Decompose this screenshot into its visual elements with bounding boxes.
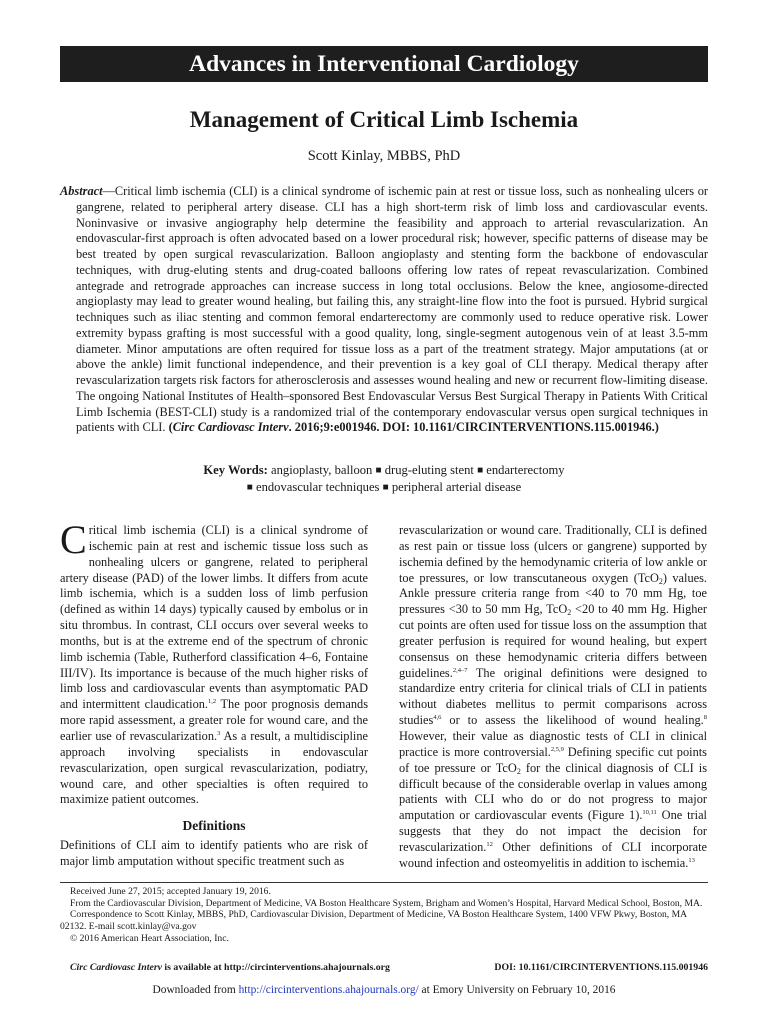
abstract xyxy=(60,184,708,436)
copyright: © 2016 American Heart Association, Inc. xyxy=(70,932,229,944)
definitions-paragraph: Definitions of CLI aim to identify patients who are risk of major limb amputation without specific treatment such as xyxy=(60,838,368,869)
article-author: Scott Kinlay, MBBS, PhD xyxy=(307,148,461,164)
affiliation: From the Cardiovascular Division, Department of Medicine, VA Boston Healthcare System, Brigham and Women’s Hospital, Harvard Medical School, Boston, MA. xyxy=(70,897,703,909)
square-bullet-icon: ■ xyxy=(246,482,253,493)
key-words-label: Key Words: xyxy=(203,463,268,477)
keyword: endovascular techniques xyxy=(256,480,380,494)
journal-section-banner: Advances in Interventional Cardiology xyxy=(60,46,708,82)
intro-paragraph: Critical limb ischemia (CLI) is a clinical syndrome of ischemic pain at rest and ischemic tissue loss such as nonhealing ulcers or gangrene, related to peripheral artery disease (PAD) of the lower limbs. It differs from acute limb ischemia, which is a sudden loss of limb perfusion (defined as within 14 days) typically caused by embolus or in situ thrombus. In contrast, CLI occurs over several weeks to months, but is at the extreme end of the spectrum of chronic limb ischemia (Table, Rutherford classification 4–6, Fontaine III/IV). Its importance is because of the much higher risks of limb loss and cardiovascular events than asymptomatic PAD and intermittent claudication.$^{1,2}$ The poor prognosis demands more rapid assessment, a greater role for wound care, and the earlier use of revascularization.$^3$ As a result, a multidiscipline approach involving specialists in endovascular revascularization, open surgical revascularization, podiatry, wound care, and other specialties is often required to maximize patient outcomes. xyxy=(60,517,368,807)
download-notice: Downloaded from http://circinterventions.ahajournals.org/ at Emory University on February 10, 2016 xyxy=(152,984,616,996)
section-heading-definitions: Definitions xyxy=(182,818,246,834)
journal-availability: Circ Cardiovasc Interv is available at http://circinterventions.ahajournals.org xyxy=(70,962,390,973)
footer-doi: DOI: 10.1161/CIRCINTERVENTIONS.115.001946 xyxy=(494,962,708,973)
footnote-divider xyxy=(60,882,708,883)
abstract-text: —Critical limb ischemia (CLI) is a clinical syndrome of ischemic pain at rest or tissue loss, such as nonhealing ulcers or gangrene, related to peripheral artery disease. CLI has a high short-term risk of limb loss and cardiovascular events. Noninvasive or invasive angiography help determine the feasibility and approach to arterial revascularization. An endovascular-first approach is often advocated based on a lower procedural risk; however, specific patterns of disease may be best treated by open surgical revascularization. Balloon angioplasty and stenting form the backbone of endovascular techniques, with drug-eluting stents and drug-coated balloons offering low rates of repeat revascularization. Combined antegrade and retrograde approaches can increase success in long total occlusions. Below the knee, angiosome-directed angioplasty may lead to greater wound healing, but failing this, any straight-line flow into the foot is pursued. Hybrid surgical techniques such as iliac stenting and common femoral endarterectomy are commonly used to reduce operative risk. Lower extremity bypass grafting is most successful with a good quality, long, single-segment autogenous vein of at least 3.5-mm diameter. Minor amputations are often required for tissue loss as a part of the treatment strategy. Major amputations (at or above the ankle) limit functional independence, and their prevention is a key goal of CLI therapy. Medical therapy after revascularization targets risk factors for atherosclerosis and assesses wound healing and new or recurrent flow-limiting disease. The ongoing National Institutes of Health–sponsored Best Endovascular Versus Best Surgical Therapy in Patients With Critical Limb Ischemia (BEST-CLI) study is a randomized trial of the contemporary endovascular versus open surgical techniques in patients with CLI. xyxy=(76,184,708,435)
download-link[interactable]: http://circinterventions.ahajournals.org/ xyxy=(238,984,419,996)
square-bullet-icon: ■ xyxy=(382,482,389,493)
abstract-label: Abstract xyxy=(60,184,103,198)
body-column-right xyxy=(399,523,707,872)
body-column-left xyxy=(60,517,368,870)
keyword: angioplasty, balloon xyxy=(271,463,373,477)
correspondence: Correspondence to Scott Kinlay, MBBS, PhD, Cardiovascular Division, Department of Medicine, VA Boston Healthcare System, 1400 VFW Pkwy, Boston, MA 02132. E-mail scott.kinlay@va.gov xyxy=(60,909,687,933)
abstract-citation: (Circ Cardiovasc Interv. 2016;9:e001946. DOI: 10.1161/CIRCINTERVENTIONS.115.001946.) xyxy=(168,420,659,435)
received-date: Received June 27, 2015; accepted January 19, 2016. xyxy=(70,886,271,897)
definitions-paragraph-continued: revascularization or wound care. Traditionally, CLI is defined as rest pain or tissue loss (ulcers or gangrene) supported by ischemia defined by the hemodynamic criteria of low ankle or toe pressures, or low transcutaneous oxygen (TcO$_2$) values. Ankle pressure criteria range from <40 to 70 mm Hg, toe pressures <30 to 50 mm Hg, TcO$_2$ <20 to 40 mm Hg. Higher cut points are often used for tissue loss on the assumption that greater perfusion is required for wound healing, but expert consensus on these hemodynamic criteria differs between guidelines.$^{2,4-7}$ The original definitions were designed to standardize entry criteria for clinical trials of CLI in patients without diabetes mellitus to permit comparisons across studies$^{4,6}$ or to assess the likelihood of wound healing.$^8$ However, their value as diagnostic tests of CLI in clinical practice is more controversial.$^{2,5,9}$ Defining specific cut points of toe pressure or TcO$_2$ for the clinical diagnosis of CLI is difficult because of the considerable overlap in values among patients with CLI who do or do not progress to major amputation or cardiovascular events (Figure 1).$^{10,11}$ One trial suggests that they do not impact the decision for revascularization.$^{12}$ Other definitions of CLI incorporate wound infection and osteomyelitis in addition to ischemia.$^{13}$ xyxy=(399,523,708,870)
keyword: peripheral arterial disease xyxy=(391,480,522,494)
keyword: drug-eluting stent xyxy=(384,463,474,477)
footnotes xyxy=(60,886,708,945)
drop-cap: C xyxy=(60,517,87,562)
key-words xyxy=(0,462,768,496)
keyword: endarterectomy xyxy=(486,463,565,477)
square-bullet-icon: ■ xyxy=(375,465,382,476)
square-bullet-icon: ■ xyxy=(477,465,484,476)
article-title: Management of Critical Limb Ischemia xyxy=(189,107,579,132)
